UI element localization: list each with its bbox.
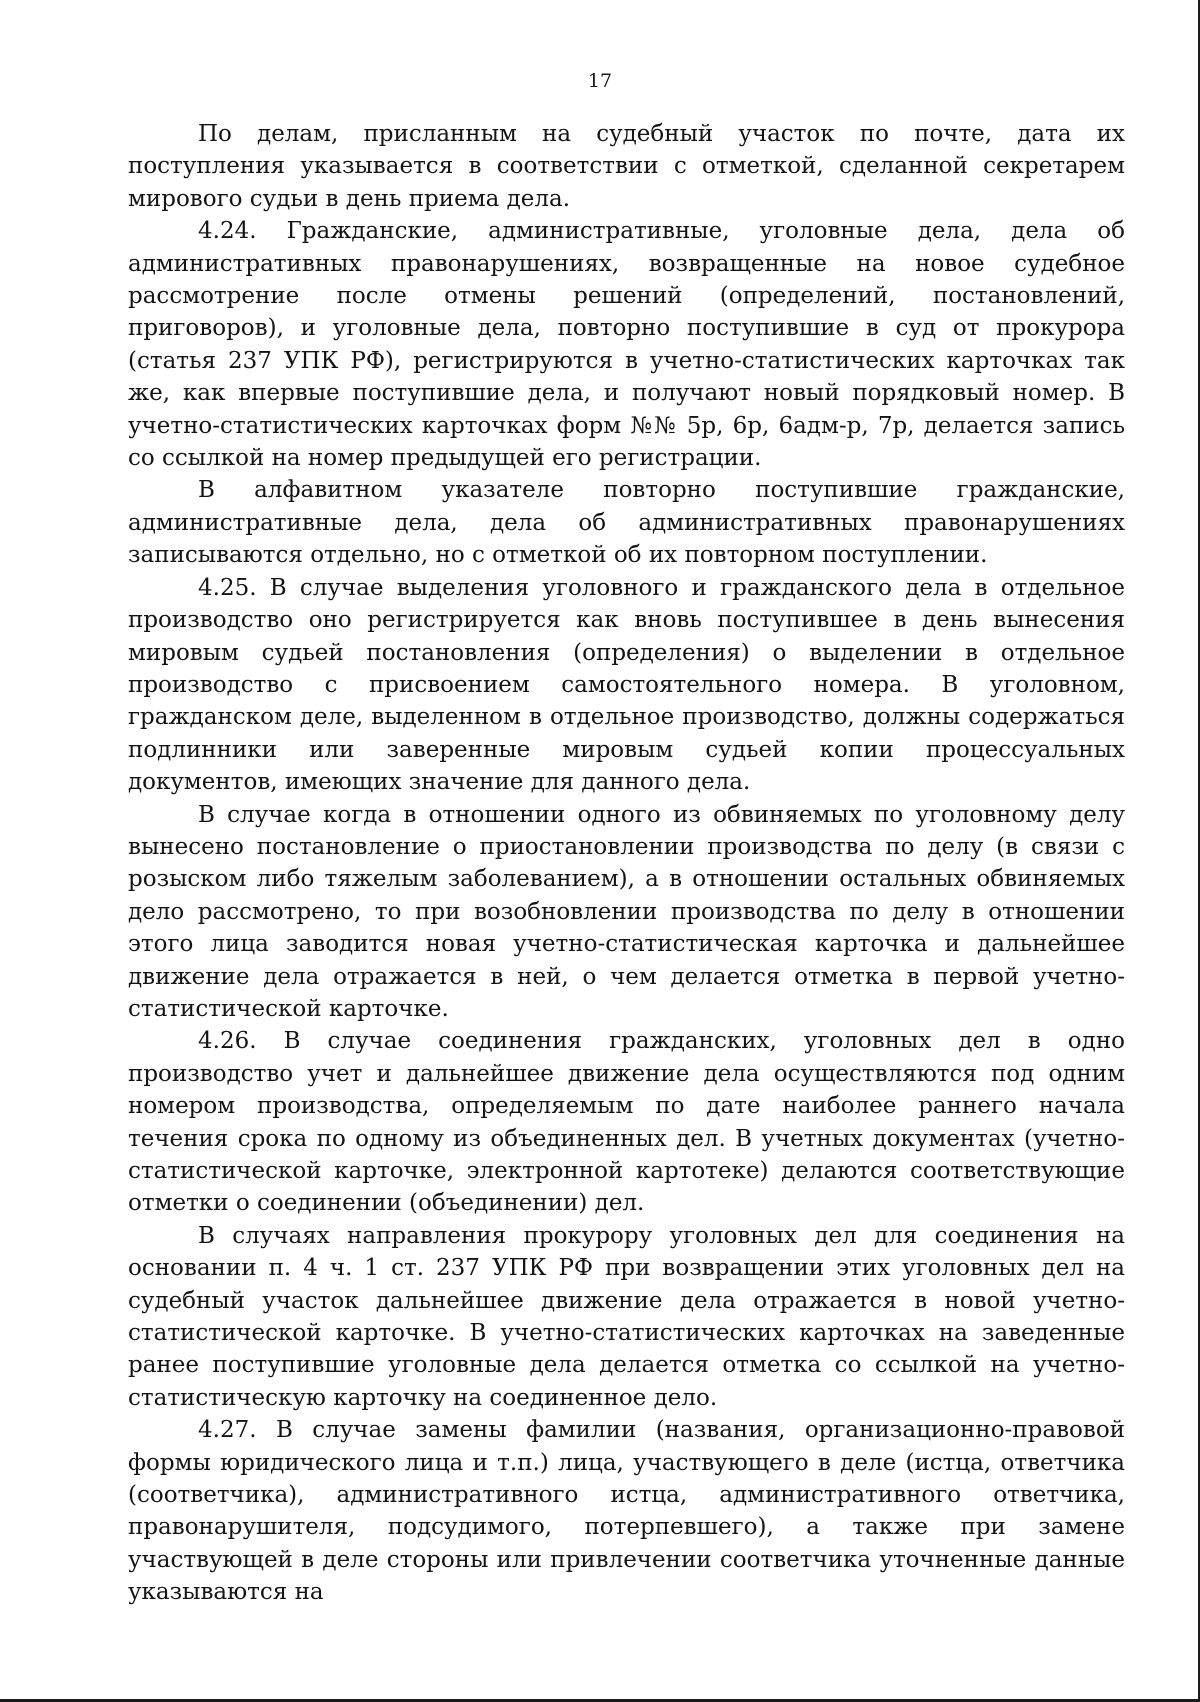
paragraph-4-27: 4.27. В случае замены фамилии (названия, организационно-правовой формы юридического лица и т.п.) лица, участвующего в деле (истца, ответчика (соответчика), административного истца, административного ответчика, правонарушителя, подсудимого, потерпевшего), а также при замене участвующей в деле стороны или привлечении соответчика уточненные данные указываются на	[128, 1417, 1125, 1606]
paragraph-4-24: 4.24. Гражданские, административные, уголовные дела, дела об административных правонарушениях, возвращенные на новое судебное рассмотрение после отмены решений (определений, постановлений, приговоров), и уголовные дела, повторно поступившие в суд от прокурора (статья 237 УПК РФ), регистрируются в учетно-статистических карточках так же, как впервые поступившие дела, и получают новый порядковый номер. В учетно-статистических карточках форм №№ 5р, 6р, 6адм-р, 7р, делается запись со ссылкой на номер предыдущей его регистрации.	[128, 218, 1125, 472]
paragraph-mail-receipt-date: По делам, присланным на судебный участок по почте, дата их поступления указывается в соответствии с отметкой, сделанной секретарем мирового судьи в день приема дела.	[128, 121, 1125, 212]
document-body	[128, 118, 1125, 1609]
page-number: 17	[587, 70, 613, 92]
paragraph-4-26: 4.26. В случае соединения гражданских, уголовных дел в одно производство учет и дальнейшее движение дела осуществляются под одним номером производства, определяемым по дате наиболее раннего начала течения срока по одному из объединенных дел. В учетных документах (учетно-статистической карточке, электронной картотеке) делаются соответствующие отметки о соединении (объединении) дел.	[128, 1028, 1125, 1217]
paragraph-prosecutor-return: В случаях направления прокурору уголовных дел для соединения на основании п. 4 ч. 1 ст. 237 УПК РФ при возвращении этих уголовных дел на судебный участок дальнейшее движение дела отражается в новой учетно-статистической карточке. В учетно-статистических карточках на заведенные ранее поступившие уголовные дела делается отметка со ссылкой на учетно-статистическую карточку на соединенное дело.	[128, 1222, 1125, 1411]
paragraph-4-25: 4.25. В случае выделения уголовного и гражданского дела в отдельное производство оно регистрируется как вновь поступившее в день вынесения мировым судьей постановления (определения) о выделении в отдельное производство с присвоением самостоятельного номера. В уголовном, гражданском деле, выделенном в отдельное производство, должны содержаться подлинники или заверенные мировым судьей копии процессуальных документов, имеющих значение для данного дела.	[128, 574, 1125, 796]
paragraph-alphabetical-index: В алфавитном указателе повторно поступившие гражданские, административные дела, дела об административных правонарушениях записываются отдельно, но с отметкой об их повторном поступлении.	[128, 477, 1125, 569]
paragraph-suspension-case: В случае когда в отношении одного из обвиняемых по уголовному делу вынесено постановление о приостановлении производства по делу (в связи с розыском либо тяжелым заболеванием), а в отношении остальных обвиняемых дело рассмотрено, то при возобновлении производства по делу в отношении этого лица заводится новая учетно-статистическая карточка и дальнейшее движение дела отражается в ней, о чем делается отметка в первой учетно-статистической карточке.	[128, 801, 1125, 1022]
